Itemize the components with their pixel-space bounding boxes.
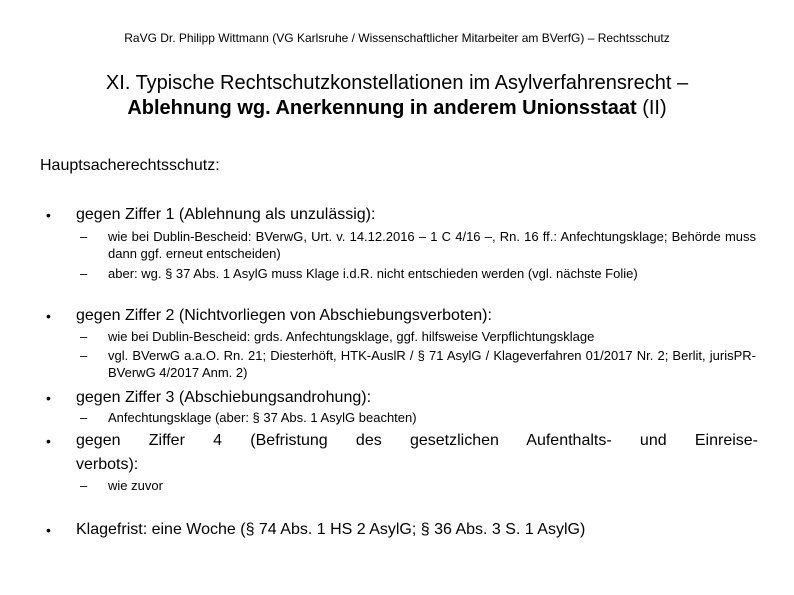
sub-list-item-text: aber: wg. § 37 Abs. 1 AsylG muss Klage i.d.R. nicht entschieden werden (vgl. nächste Folie) xyxy=(108,266,638,281)
dash-icon: – xyxy=(80,410,88,425)
sub-list-item-text: wie bei Dublin-Bescheid: grds. Anfechtungsklage, ggf. hilfsweise Verpflichtungsklage xyxy=(108,329,595,344)
dash-icon: – xyxy=(80,478,88,493)
title-line-1: XI. Typische Rechtschutzkonstellationen im Asylverfahrensrecht – xyxy=(105,72,689,94)
sub-list-item-text: wie bei Dublin-Bescheid: BVerwG, Urt. v. 14.12.2016 – 1 C 4/16 –, Rn. 16 ff.: Anfechtungsklage; Behörde muss dann ggf. erneut entscheiden) xyxy=(108,229,756,261)
title-line-2 xyxy=(30,96,764,121)
sub-list-item-text: vgl. BVerwG a.a.O. Rn. 21; Diesterhöft, HTK-AuslR / § 71 AsylG / Klageverfahren 01/2017 Nr. 2; Berlit, jurisPR-BVerwG 4/2017 Anm. 2) xyxy=(108,348,756,380)
slide-title xyxy=(30,71,764,121)
title-line-2-suffix: (II) xyxy=(636,97,667,119)
title-line-2-bold: Ablehnung wg. Anerkennung in anderem Unionsstaat xyxy=(127,97,637,119)
sub-list-item-text: Anfechtungsklage (aber: § 37 Abs. 1 AsylG beachten) xyxy=(108,410,417,425)
bullet-icon: • xyxy=(46,433,51,449)
list-item-text-line-2: verbots): xyxy=(76,456,139,473)
bullet-icon: • xyxy=(46,522,51,538)
dash-icon: – xyxy=(80,229,88,244)
slide-header: RaVG Dr. Philipp Wittmann (VG Karlsruhe / Wissenschaftlicher Mitarbeiter am BVerfG) – Rechtsschutz xyxy=(124,31,670,45)
sub-list-item-text: wie zuvor xyxy=(108,478,163,493)
list-item-text-line-1: gegen Ziffer 4 (Befristung des gesetzlichen Aufenthalts- und Einreise- xyxy=(76,432,758,449)
list-item-text: Klagefrist: eine Woche (§ 74 Abs. 1 HS 2 AsylG; § 36 Abs. 3 S. 1 AsylG) xyxy=(76,521,586,538)
list-item-text: gegen Ziffer 3 (Abschiebungsandrohung): xyxy=(76,389,372,406)
bullet-icon: • xyxy=(46,308,51,324)
bullet-icon: • xyxy=(46,390,51,406)
dash-icon: – xyxy=(80,348,88,363)
section-heading: Hauptsacherechtsschutz: xyxy=(40,157,220,174)
bullet-icon: • xyxy=(46,207,51,223)
list-item-text: gegen Ziffer 1 (Ablehnung als unzulässig): xyxy=(76,206,376,223)
dash-icon: – xyxy=(80,266,88,281)
list-item-text: gegen Ziffer 2 (Nichtvorliegen von Abschiebungsverboten): xyxy=(76,307,492,324)
dash-icon: – xyxy=(80,329,88,344)
